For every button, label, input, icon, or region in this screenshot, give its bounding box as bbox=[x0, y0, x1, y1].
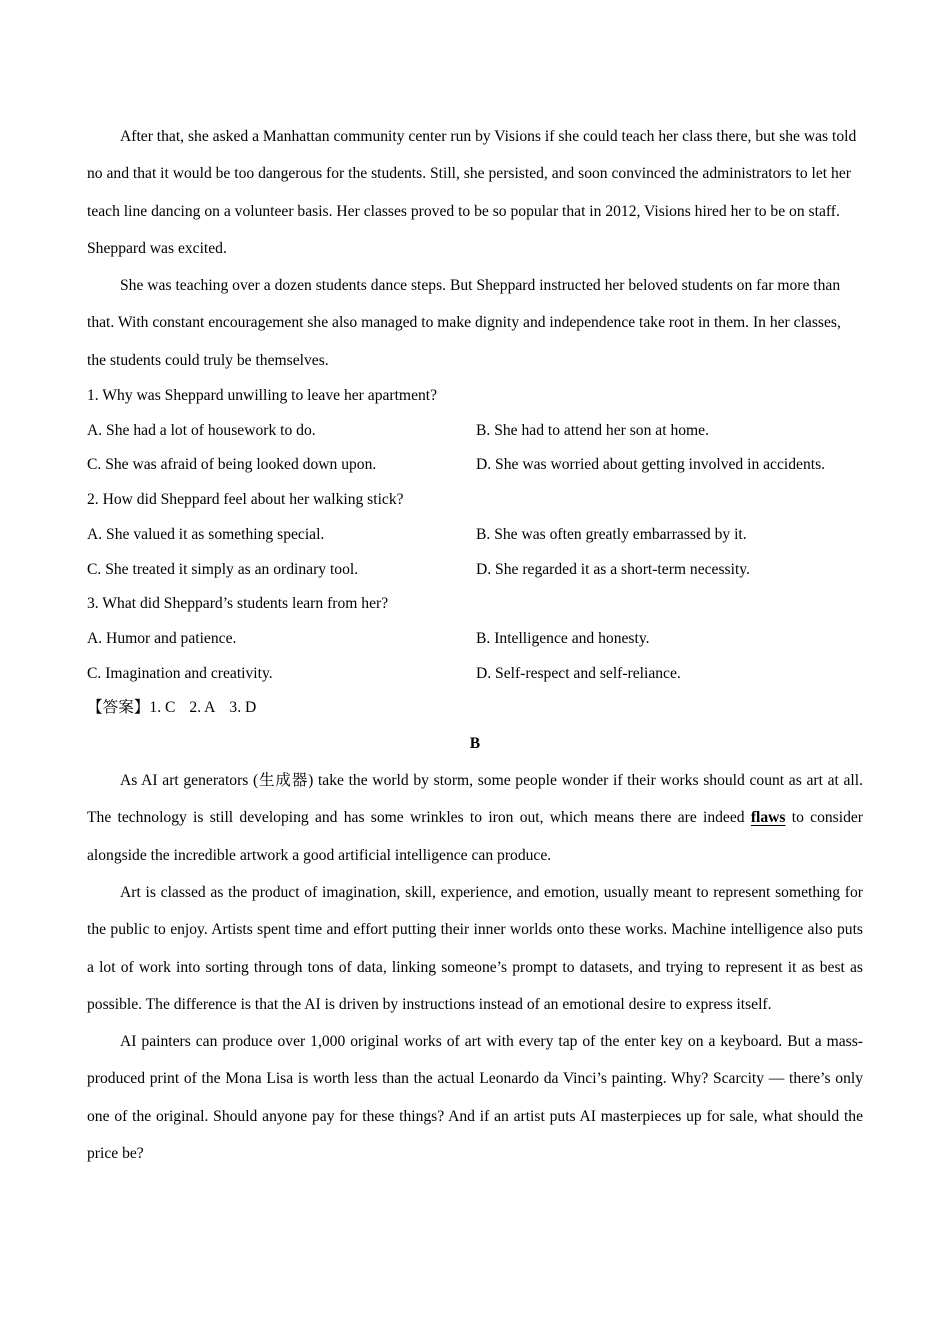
option-c: C. She treated it simply as an ordinary tool. bbox=[87, 560, 359, 578]
option-a: A. She had a lot of housework to do. bbox=[87, 421, 316, 439]
question-stem: 3. What did Sheppard’s students learn from her? bbox=[87, 595, 389, 613]
passage-b-paragraph-3: AI painters can produce over 1,000 original works of art with every tap of the enter key on a keyboard. But a mass-produced print of the Mona Lisa is worth less than the actual Leonardo da Vinci’s painting. Why? Scarcity — there’s only one of the original. Should anyone pay for these things? And if an artist puts AI masterpieces up for sale, what should the price be? bbox=[87, 1033, 863, 1163]
passage-b-paragraph-2: Art is classed as the product of imagination, skill, experience, and emotion, usually meant to represent something for the public to enjoy. Artists spent time and effort putting their inner worlds onto these works. Machine intelligence also puts a lot of work into sorting through tons of data, linking someone’s prompt to datasets, and trying to represent it as best as possible. The difference is that the AI is driven by instructions instead of an emotional desire to express itself. bbox=[87, 884, 863, 1013]
passage-a-paragraph-2: She was teaching over a dozen students dance steps. But Sheppard instructed her beloved students on far more than that. With constant encouragement she also managed to make dignity and independence take root in them. In her classes, the students could truly be themselves. bbox=[87, 277, 841, 369]
question-stem: 1. Why was Sheppard unwilling to leave her apartment? bbox=[87, 387, 438, 405]
option-a: A. Humor and patience. bbox=[87, 630, 237, 647]
question-2 bbox=[87, 483, 863, 587]
passage-b-paragraph-1 bbox=[87, 762, 863, 874]
passage-a-paragraph-1: After that, she asked a Manhattan community center run by Visions if she could teach her class there, but she was told no and that it would be too dangerous for the students. Still, she persisted, and soon convinced the administrators to let her teach line dancing on a volunteer basis. Her classes proved to be so popular that in 2012, Visions hired her to be on staff. Sheppard was excited. bbox=[87, 128, 857, 257]
underlined-keyword: flaws bbox=[750, 809, 786, 827]
option-d: D. Self-respect and self-reliance. bbox=[476, 664, 681, 682]
option-row bbox=[87, 622, 863, 657]
option-row bbox=[87, 657, 863, 692]
answer-label: 【答案】 bbox=[87, 699, 150, 717]
paragraph-text: As AI art generators (生成器) take the world by storm, some people wonder if their works should count as art at all. The technology is still developing and has some wrinkles to iron out, which means there are indeed bbox=[87, 772, 863, 827]
question-3 bbox=[87, 587, 863, 691]
answer-1: 1. C bbox=[149, 699, 176, 717]
answer-2: 2. A bbox=[189, 699, 216, 717]
question-1 bbox=[87, 379, 863, 483]
option-row bbox=[87, 518, 863, 553]
option-row bbox=[87, 553, 863, 588]
question-stem: 2. How did Sheppard feel about her walking stick? bbox=[87, 491, 404, 509]
option-b: B. She had to attend her son at home. bbox=[476, 421, 709, 439]
option-row bbox=[87, 414, 863, 449]
option-c: C. Imagination and creativity. bbox=[87, 664, 273, 682]
document-page bbox=[87, 118, 863, 1172]
option-c: C. She was afraid of being looked down upon. bbox=[87, 456, 377, 474]
answer-key bbox=[87, 691, 863, 726]
option-d: D. She regarded it as a short-term necessity. bbox=[476, 560, 750, 578]
option-a: A. She valued it as something special. bbox=[87, 525, 325, 543]
option-b: B. Intelligence and honesty. bbox=[476, 630, 650, 647]
option-row bbox=[87, 448, 863, 483]
answer-3: 3. D bbox=[229, 699, 257, 717]
section-heading: B bbox=[469, 735, 481, 753]
paragraph-text: to consider alongside the incredible artwork a good artificial intelligence can produce. bbox=[87, 809, 863, 864]
option-d: D. She was worried about getting involved in accidents. bbox=[476, 456, 826, 474]
option-b: B. She was often greatly embarrassed by it. bbox=[476, 525, 747, 543]
